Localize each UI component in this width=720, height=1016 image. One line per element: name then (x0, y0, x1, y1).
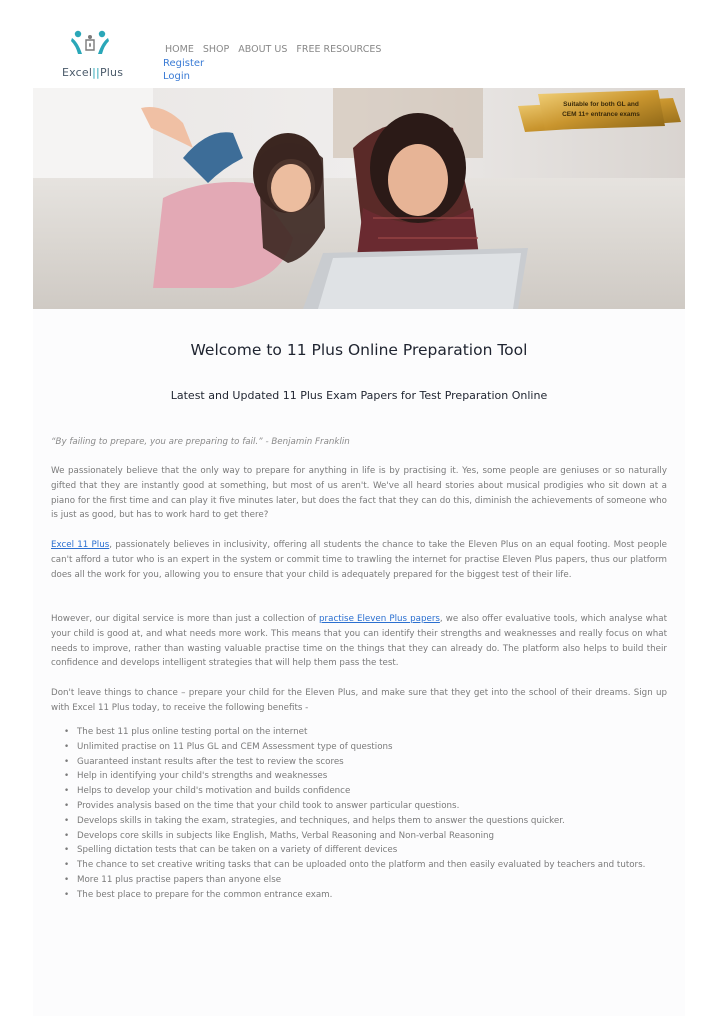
nav-shop[interactable]: SHOP (202, 44, 230, 55)
page-title: Welcome to 11 Plus Online Preparation Tool (190, 341, 528, 359)
hero-banner (33, 88, 685, 309)
list-item: • The chance to set creative writing tasks that can be uploaded onto the platform and then easily evaluated by teachers and tutors. (77, 858, 667, 873)
list-item: • Help in identifying your child's strengths and weaknesses (77, 769, 667, 784)
list-item: • Develops core skills in subjects like English, Maths, Verbal Reasoning and Non-verbal Reasoning (77, 829, 667, 844)
logo-text: Excel||Plus (62, 66, 124, 79)
list-item: • The best place to prepare for the common entrance exam. (77, 888, 667, 903)
practise-papers-link[interactable]: practise Eleven Plus papers (319, 614, 440, 624)
main-nav (165, 44, 387, 55)
list-item: • More 11 plus practise papers than anyone else (77, 873, 667, 888)
paragraph-signup: Don't leave things to chance – prepare your child for the Eleven Plus, and make sure that they get into the school of their dreams. Sign up with Excel 11 Plus today, to receive the following benefits - (51, 688, 667, 713)
logo-text-excel: Excel (62, 66, 93, 79)
main-content (33, 309, 685, 1016)
list-item: • Helps to develop your child's motivation and builds confidence (77, 784, 667, 799)
paragraph-digital-service-text: , we also offer evaluative tools, which analyse what your child is good at, and what needs more work. This means that you can identify their strengths and weaknesses and really focus on what needs to improve, rather than wasting valuable practise time on the things that they can already do. The platform also helps to build their confidence and develops intelligent strategies that will help them pass the test. (51, 614, 667, 669)
login-link[interactable]: Login (163, 71, 190, 82)
paragraph-inclusivity (51, 538, 667, 582)
hero-image (33, 88, 685, 309)
nav-home[interactable]: HOME (165, 44, 194, 55)
list-item: • Spelling dictation tests that can be taken on a variety of different devices (77, 843, 667, 858)
badge-line-1: Suitable for both GL and (563, 101, 639, 108)
paragraph-digital-service (51, 612, 667, 671)
paragraph-inclusivity-text: , passionately believes in inclusivity, offering all students the chance to take the Eleven Plus on an equal footing. Most people can't afford a tutor who is an expert in the system or commit time to trawling the internet for practise Eleven Plus papers, thus our platform does all the work for you, allowing you to ensure that your child is adequately prepared for the biggest test of their life. (51, 540, 668, 580)
register-link[interactable]: Register (163, 58, 205, 69)
benefits-list (77, 725, 667, 903)
site-header (0, 0, 720, 88)
list-item: • Unlimited practise on 11 Plus GL and CEM Assessment type of questions (77, 740, 667, 755)
paragraph-intro: We passionately believe that the only way to prepare for anything in life is by practising it. Yes, some people are geniuses or so naturally gifted that they are instantly good at something, but most of us aren't. We've all heard stories about musical prodigies who sit down at a piano for the first time and can play it five minutes later, but does the fact that they can do this, diminish the achievements of someone who is just as good, but has to work hard to get there? (51, 466, 667, 521)
family-logo-icon (56, 28, 128, 68)
quote-text: “By failing to prepare, you are preparing to fail.” - Benjamin Franklin (51, 437, 350, 447)
list-item: • Develops skills in taking the exam, strategies, and techniques, and helps them to answer the questions quicker. (77, 814, 667, 829)
auth-links (163, 57, 204, 83)
logo-text-plus: Plus (99, 66, 124, 79)
page-subtitle: Latest and Updated 11 Plus Exam Papers for Test Preparation Online (170, 389, 548, 402)
excel-11-plus-link[interactable]: Excel 11 Plus (51, 540, 110, 550)
list-item: • The best 11 plus online testing portal on the internet (77, 725, 667, 740)
nav-free-resources[interactable]: FREE RESOURCES (296, 44, 382, 55)
paragraph-digital-service-start: However, our digital service is more than just a collection of (51, 614, 320, 624)
list-item: • Guaranteed instant results after the test to review the scores (77, 755, 667, 770)
list-item: • Provides analysis based on the time that your child took to answer particular questions. (77, 799, 667, 814)
nav-about-us[interactable]: ABOUT US (238, 44, 288, 55)
badge-line-2: CEM 11+ entrance exams (562, 111, 640, 118)
